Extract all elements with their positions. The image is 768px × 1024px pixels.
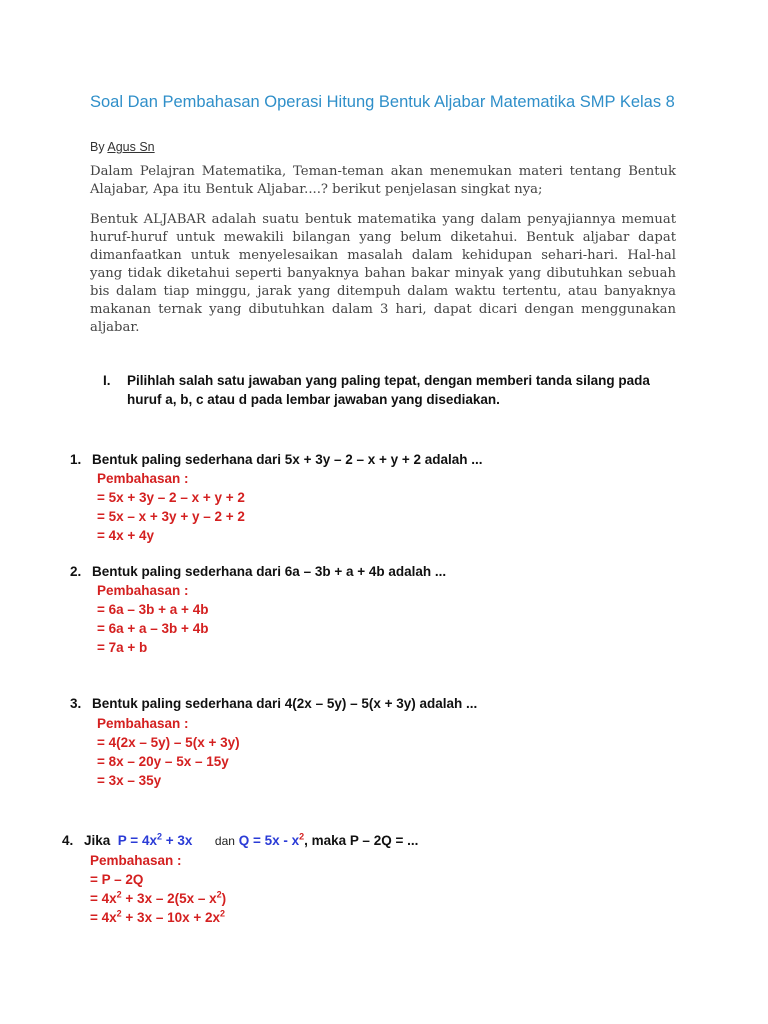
question-suffix: , maka P – 2Q = ... xyxy=(304,833,419,848)
question-number: 3. xyxy=(70,696,82,711)
answer-step: = 6a + a – 3b + 4b xyxy=(97,621,209,636)
p-expression: $P = 4x^2 + 3x$ xyxy=(117,831,193,848)
question-4 xyxy=(62,831,418,851)
definition-paragraph: Bentuk ALJABAR adalah suatu bentuk matematika yang dalam penyajiannya memuat huruf-huruf untuk mewakili bilangan yang belum diketahui. Bentuk aljabar dapat dimanfaatkan untuk menyelesaikan masalah dalam kehidupan sehari-hari. Hal-hal yang tidak diketahui seperti banyaknya bahan bakar minyak yang dibutuhkan sebuah bis dalam tiap minggu, jarak yang ditempuh dalam waktu tertentu, atau banyaknya makanan ternak yang dibutuhkan dalam 3 hari, dapat dicari dengan menggunakan aljabar. xyxy=(90,212,676,335)
answer-3 xyxy=(97,714,240,790)
question-text: Bentuk paling sederhana dari 6a – 3b + a + 4b adalah ... xyxy=(92,564,447,579)
question-text: Bentuk paling sederhana dari 4(2x – 5y) – 5(x + 3y) adalah ... xyxy=(92,696,478,711)
answer-step: = 4x + 4y xyxy=(97,528,155,543)
answer-1 xyxy=(97,469,245,545)
answer-4 xyxy=(90,851,226,927)
q-expression: $Q = 5x - x^2$ xyxy=(238,831,305,848)
question-prefix: Jika xyxy=(84,833,111,848)
question-1 xyxy=(70,450,483,469)
answer-step: = $4x^2 + 3x - 10x + 2x^2$ xyxy=(90,908,226,925)
intro-paragraph: Dalam Pelajran Matematika, Teman-teman akan menemukan materi tentang Bentuk Alajabar, Apa itu Bentuk Aljabar....? berikut penjelasan singkat nya; xyxy=(90,164,676,197)
answer-step: = 5x – x + 3y + y – 2 + 2 xyxy=(97,509,245,524)
answer-label: Pembahasan : xyxy=(97,471,189,486)
answer-label: Pembahasan : xyxy=(90,853,182,868)
answer-step: = 6a – 3b + a + 4b xyxy=(97,602,209,617)
answer-step: = $4x^2 + 3x - 2(5x - x^2)$ xyxy=(90,889,227,906)
page-title: Soal Dan Pembahasan Operasi Hitung Bentuk Aljabar Matematika SMP Kelas 8 xyxy=(90,93,675,111)
answer-step: = 3x – 35y xyxy=(97,773,162,788)
question-text: Bentuk paling sederhana dari 5x + 3y – 2 – x + y + 2 adalah ... xyxy=(92,452,483,467)
instruction-number: I. xyxy=(103,373,111,388)
question-number: 4. xyxy=(62,833,74,848)
question-number: 1. xyxy=(70,452,82,467)
question-number: 2. xyxy=(70,564,82,579)
dan-word: dan xyxy=(214,834,235,848)
question-3 xyxy=(70,694,477,713)
answer-step: = 5x + 3y – 2 – x + y + 2 xyxy=(97,490,245,505)
answer-2 xyxy=(97,581,208,657)
answer-step: = 8x – 20y – 5x – 15y xyxy=(97,754,229,769)
instruction xyxy=(103,371,673,409)
author-link[interactable]: Agus Sn xyxy=(107,140,155,154)
answer-label: Pembahasan : xyxy=(97,583,189,598)
byline xyxy=(90,140,155,154)
answer-step: = 7a + b xyxy=(97,640,148,655)
question-2 xyxy=(70,562,446,581)
answer-step: = 4(2x – 5y) – 5(x + 3y) xyxy=(97,735,240,750)
answer-step: = P – 2Q xyxy=(90,872,144,887)
byline-prefix: By xyxy=(90,140,108,154)
instruction-text: Pilihlah salah satu jawaban yang paling tepat, dengan memberi tanda silang pada huruf a, b, c atau d pada lembar jawaban yang disediakan. xyxy=(127,373,650,407)
answer-label: Pembahasan : xyxy=(97,716,189,731)
